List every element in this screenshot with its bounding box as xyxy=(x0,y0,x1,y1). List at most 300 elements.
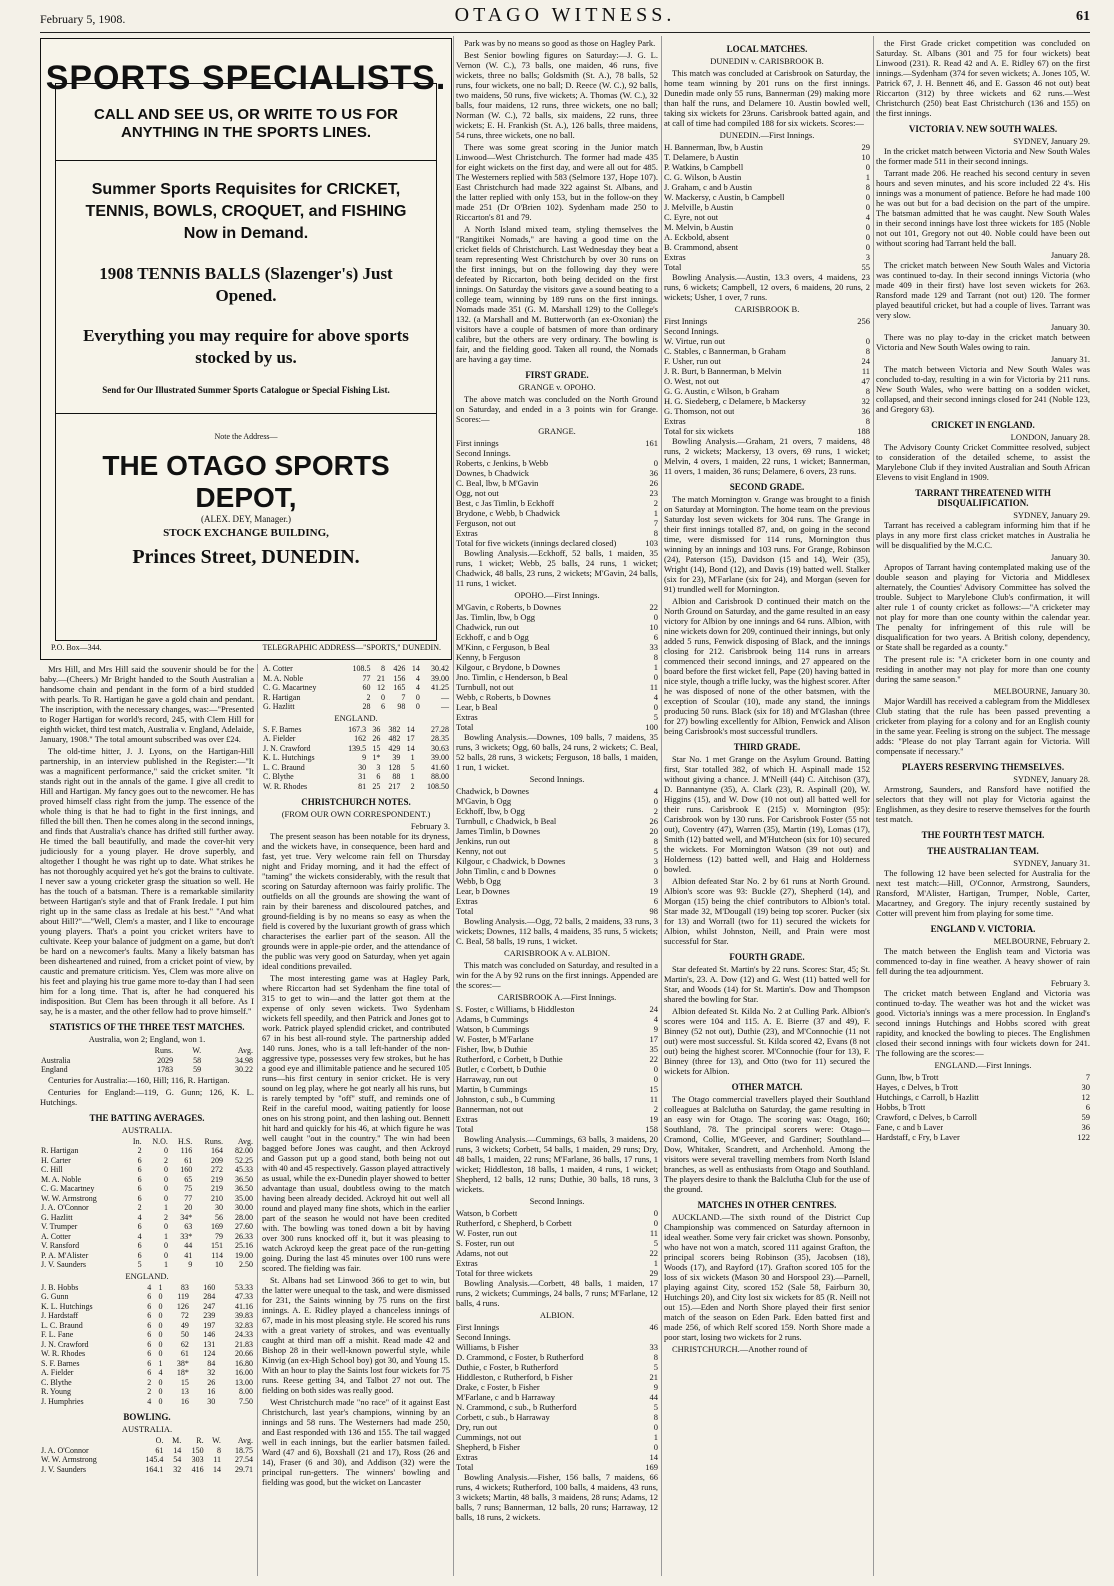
score-line: Total 98 xyxy=(456,906,658,916)
score-line: Cummings, not out 1 xyxy=(456,1432,658,1442)
table-row xyxy=(40,1194,254,1204)
score-line: Total for three wickets 29 xyxy=(456,1268,658,1278)
table-cell: W. xyxy=(192,1046,202,1055)
score-line: Rutherford, c Shepherd, b Corbett 0 xyxy=(456,1218,658,1228)
score-line: Extras 19 xyxy=(456,1114,658,1124)
table-cell: 59 xyxy=(193,1065,202,1074)
paragraph: This match was concluded at Carisbrook on Saturday, the home team winning by 201 runs on the first innings. Dunedin made only 55 runs, Bannerman (29) making more than half the runs, and Delamere 10. Austin bowled well, taking six wickets for 23runs. Carisbrook batted again, and at call of time had compiled 188 for six wickets. Scores:— xyxy=(664,68,870,128)
table-cell: Australia xyxy=(41,1055,71,1065)
table-row xyxy=(40,1056,254,1066)
table-cell: 39.00 xyxy=(431,673,449,683)
table-cell: 284 xyxy=(203,1292,216,1301)
score-line: Downes, b Chadwick 36 xyxy=(456,468,658,478)
heading: CHRISTCHURCH NOTES. xyxy=(301,797,411,807)
score-line: Eckhoff, c and b Ogg 6 xyxy=(456,632,658,642)
paragraph: The cricket match between England and Victoria was continued to-day. The weather was hot and the wicket was good. Victoria's innings was a mere procession. In England's second innings Hutchings and Hobbs scored with great rapidity, and knocked the bowling to pieces. The Englishmen closed their second innings with four wickets down for 241. The following are the scores:— xyxy=(876,988,1090,1058)
paragraph: The above match was concluded on the North Ground on Saturday, and ended in a 3 points win for Grange. Scores:— xyxy=(456,394,658,424)
table-cell: 5 xyxy=(137,1260,142,1269)
table-cell: 4 xyxy=(147,1396,152,1406)
table-cell: G. Hazlitt xyxy=(263,702,295,711)
table-cell: 128 xyxy=(388,762,401,772)
ad-summer: Summer Sports Requisites for CRICKET, TENNIS, BOWLS, CROQUET, and FISHING Now in Demand. xyxy=(85,181,407,242)
score-line: Jas. Timlin, lbw, b Ogg 0 xyxy=(456,612,658,622)
table-cell: 10 xyxy=(214,1260,223,1269)
table-cell: 12 xyxy=(377,683,386,692)
table-cell: 160 xyxy=(203,1282,216,1292)
score-line: T. Delamere, b Austin 10 xyxy=(664,152,870,162)
table-cell: 0 xyxy=(163,1165,168,1174)
table-cell: 47.33 xyxy=(235,1292,253,1301)
paragraph: This match was concluded on Saturday, and resulted in a win for the A by 92 runs on the first innings. Appended are the scores:— xyxy=(456,960,658,990)
ad-title: SPORTS SPECIALISTS. xyxy=(45,59,447,97)
table-cell: 108.50 xyxy=(427,781,449,791)
table-row xyxy=(262,693,450,703)
table-row xyxy=(262,734,450,744)
table-row xyxy=(40,1311,254,1321)
ad-depot-name: THE OTAGO SPORTS DEPOT, xyxy=(102,450,390,513)
table-cell: J. Hardstaff xyxy=(41,1311,79,1320)
table-row xyxy=(40,1368,254,1378)
dateline: SYDNEY, January 31. xyxy=(1013,858,1090,868)
page-number: 61 xyxy=(1076,9,1090,24)
table-cell: 25.16 xyxy=(235,1241,253,1250)
score-line: Webb, b Ogg 3 xyxy=(456,876,658,886)
score-line: B. Crammond, absent 0 xyxy=(664,242,870,252)
table-row xyxy=(262,664,450,674)
table-cell: 2 xyxy=(163,1155,168,1165)
table-cell: 2 xyxy=(410,781,415,791)
table-cell: 77 xyxy=(362,673,371,683)
score-line: Total 55 xyxy=(664,262,870,272)
table-cell: 17 xyxy=(406,734,415,743)
table-cell: 0 xyxy=(163,1184,168,1193)
score-line: Turnbull, not out 11 xyxy=(456,682,658,692)
score-line: C. G. Wilson, b Austin 1 xyxy=(664,172,870,182)
table-cell: 25 xyxy=(372,781,381,791)
table-cell: 30.00 xyxy=(235,1203,253,1212)
table-cell: 62 xyxy=(180,1339,189,1349)
column-rule xyxy=(661,36,662,1576)
table-cell: 165 xyxy=(393,683,406,692)
paragraph: There was some great scoring in the Junior match Linwood—West Christchurch. The former had made 435 for eight wickets on the first day, and were all out for 485. The Westerners replied with 583 (Selmore 137, Hope 107). East Christchurch had made 322 against St. Albans, and the latter replied with only 153, but in the follow-on they made 251 (Dr O'Brien 102). Sydenham made 250 to Riccarton's 81 and 79. xyxy=(456,142,658,222)
table-cell: 83 xyxy=(180,1282,189,1292)
heading: STATISTICS OF THE THREE TEST MATCHES. xyxy=(49,1022,245,1032)
scorecard xyxy=(664,142,870,272)
table-row xyxy=(40,1378,254,1388)
score-line: Kilgour, c Chadwick, b Downes 3 xyxy=(456,856,658,866)
table-cell: 0 xyxy=(163,1222,168,1231)
score-line: W. Foster, run out 11 xyxy=(456,1228,658,1238)
paragraph: The cricket match between New South Wales and Victoria was continued to-day. In their second innings Victoria (who made 409 in their first) have lost seven wickets for 263. Ransford made 129 and Tarrant (not out) 120. The former played beautiful cricket, but had a couple of lives. Tarrant was very slow. xyxy=(876,260,1090,320)
table-cell: 9 xyxy=(362,753,367,762)
table-cell: 26 xyxy=(207,1377,216,1387)
table-row xyxy=(40,1146,254,1156)
paragraph: Albion defeated Star No. 2 by 61 runs at North Ground. Albion's score was 93: Buckle (27), Shepherd (14), and Morgan (15) being the chief contributors to Albion's total. Star made 32, M'Dougall (19) being top scorer. Pucker (six for 13) and Worrall (two for 11) secured the wickets for Albion, whilst Johnston, Neill, and Prain were most successful for Star. xyxy=(664,876,870,946)
score-line: G. G. Austin, c Wilson, b Graham 8 xyxy=(664,386,870,396)
table-row xyxy=(262,674,450,684)
paragraph: Tarrant made 206. He reached his second century in seven hours and seven minutes, and his score included 22 4's. His innings was a monument of patience. Before he had made 100 he was out but for a bad decision on the part of the umpire. The batsman admitted that he was caught. New South Wales in their second innings have lost three wickets for 185 (Noble not out 101, Gregory not out 40. Noble could have been out without scoring had Tarrant held the ball. xyxy=(876,168,1090,248)
table-cell: 210 xyxy=(210,1193,223,1203)
table-cell: 41.60 xyxy=(431,762,449,772)
table-cell: 30 xyxy=(358,762,367,772)
table-row xyxy=(40,1387,254,1397)
table-cell: K. L. Hutchings xyxy=(263,753,315,762)
table-cell: 4 xyxy=(415,683,420,692)
table-row xyxy=(40,1165,254,1175)
table-cell: Avg. xyxy=(237,1436,253,1445)
score-line: P. Watkins, b Campbell 0 xyxy=(664,162,870,172)
score-line: A. Eckbold, absent 0 xyxy=(664,232,870,242)
column-rule xyxy=(873,36,874,1576)
score-line: F. Usher, run out 24 xyxy=(664,356,870,366)
score-line: Total for six wickets 188 xyxy=(664,426,870,436)
subheading: CARISBROOK A v. ALBION. xyxy=(504,948,610,958)
table-cell: 2 xyxy=(137,1203,142,1212)
table-row xyxy=(40,1203,254,1213)
table-cell: 2 xyxy=(147,1377,152,1387)
paragraph: Bowling Analysis.—Eckhoff, 52 balls, 1 maiden, 35 runs, 1 wicket; Webb, 25 balls, 24 runs, 1 wicket; Chadwick, 48 balls, 23 runs, 2 wickets; M'Gavin, 24 balls, 11 runs, 1 wicket. xyxy=(456,548,658,588)
table-cell: 197 xyxy=(203,1320,216,1330)
table-cell: M. A. Noble xyxy=(41,1174,81,1184)
table-cell: 0 xyxy=(158,1377,163,1387)
dateline: LONDON, January 28. xyxy=(1010,432,1090,442)
column-2 xyxy=(262,664,450,1579)
score-line: Extras 6 xyxy=(456,896,658,906)
table-row xyxy=(40,1302,254,1312)
table-cell: L. C. Braund xyxy=(41,1320,83,1330)
dateline: SYDNEY, January 28. xyxy=(1013,774,1090,784)
score-line: H. G. Siedeberg, c Delamere, b Mackersy 32 xyxy=(664,396,870,406)
table-row xyxy=(40,1213,254,1223)
paragraph: Mrs Hill, and Mrs Hill said the souvenir should be for the baby.—(Cheers.) Mr Bright handed to the South Australian a handsome chain and pendant in the form of a bird studded with pearls. To R. Hartigan he gave a gold chain and pendant. The inscription, with the necessary changes, was:—"Presented to Roger Hartigan for world's record, 245, with Clem Hill for eighth wicket, third test match, Australia v. England, Adelaide, January, 1908." The total amount subscribed was over £24. xyxy=(40,664,254,744)
table-cell: 26 xyxy=(372,734,381,743)
score-line: Kenny, not out 5 xyxy=(456,846,658,856)
table-row xyxy=(40,1222,254,1232)
paragraph: CHRISTCHURCH.—Another round of xyxy=(672,1344,808,1354)
table-cell: 2 xyxy=(137,1146,142,1155)
heading: THE BATTING AVERAGES. xyxy=(89,1112,205,1123)
table-cell: 44 xyxy=(184,1241,193,1250)
table-cell: 0 xyxy=(163,1174,168,1184)
score-line: Chadwick, run out 10 xyxy=(456,622,658,632)
dateline: February 3. xyxy=(410,821,450,831)
table-cell: 2029 xyxy=(157,1055,174,1065)
table-cell: 0 xyxy=(415,692,420,702)
paragraph: Bowling Analysis.—Graham, 21 overs, 7 maidens, 48 runs, 2 wickets; Mackersy, 13 overs, 69 runs, 1 wicket; Melvin, 4 overs, 1 maiden, 22 runs, 1 wicket; Bannerman, 11 overs, 1 maiden, 36 runs; Delamere, 6 overs, 23 runs. xyxy=(664,436,870,476)
table-cell: 18* xyxy=(176,1368,189,1377)
scorecard xyxy=(876,1072,1090,1142)
dateline: SYDNEY, January 29. xyxy=(1013,510,1090,520)
table-cell: 29.71 xyxy=(235,1464,253,1474)
paragraph: In the cricket match between Victoria and New South Wales the former made 511 in their second innings. xyxy=(876,146,1090,166)
subheading: CARISBROOK B. xyxy=(734,304,800,314)
score-line: Ferguson, not out 7 xyxy=(456,518,658,528)
table-row xyxy=(262,753,450,763)
test-stats-table xyxy=(40,1046,254,1075)
score-line: James Timlin, b Downes 20 xyxy=(456,826,658,836)
table-cell: 8 xyxy=(381,664,386,673)
table-row xyxy=(40,1455,254,1465)
table-cell: 2 xyxy=(366,692,371,702)
score-line: Total 158 xyxy=(456,1124,658,1134)
table-cell: 72 xyxy=(180,1311,189,1320)
table-cell: R. Young xyxy=(41,1387,72,1396)
table-cell: 2 xyxy=(163,1212,168,1222)
score-line: First Innings 46 xyxy=(456,1322,658,1332)
table-cell: 139.5 xyxy=(348,743,367,753)
paragraph: The present season has been notable for its dryness, and the wickets have, in consequence, been hard and fast, yet true. Very welcome rain fell on Thursday night and Friday morning, and it had the effect of "taming" the wickets considerably, with the result that scoring on Saturday afternoon was fairly prolific. The outfields on all the grounds are showing the want of rain by their bareness and discoloured patches, and ground-fielding is by no means so easy as when the field is covered by the luxuriant growth of grass which characterises the earlier part of the season. All the grounds were in apple-pie order, and the attendance of the public was very good on Saturday, when yet again ideal conditions prevailed. xyxy=(262,831,450,971)
table-cell: 0 xyxy=(158,1396,163,1406)
paragraph: Armstrong, Saunders, and Ransford have notified the selectors that they will not play for Victoria against the Englishmen, as they desire to reserve themselves for the fourth test match. xyxy=(876,784,1090,824)
dateline: SYDNEY, January 29. xyxy=(1013,136,1090,146)
table-cell: C. Hill xyxy=(41,1165,63,1174)
score-line: First innings 161 xyxy=(456,438,658,448)
score-line: C. Stables, c Bannerman, b Graham 8 xyxy=(664,346,870,356)
table-cell: N.O. xyxy=(152,1136,168,1146)
table-row xyxy=(40,1241,254,1251)
subheading: CARISBROOK A.—First Innings. xyxy=(497,992,617,1002)
table-cell: 126 xyxy=(176,1301,189,1311)
table-cell: 1 xyxy=(163,1231,168,1241)
table-cell: 41.16 xyxy=(235,1301,253,1311)
table-cell: 6 xyxy=(147,1320,152,1330)
heading: ENGLAND V. VICTORIA. xyxy=(930,924,1036,934)
table-row xyxy=(40,1446,254,1456)
table-cell: 167.3 xyxy=(348,724,367,734)
table-row xyxy=(40,1283,254,1293)
table-cell: 4 xyxy=(158,1368,163,1377)
score-line: D. Crammond, c Foster, b Rutherford 8 xyxy=(456,1352,658,1362)
divider xyxy=(56,160,436,161)
table-cell: W. R. Rhodes xyxy=(263,781,308,791)
table-cell: 0 xyxy=(163,1193,168,1203)
table-cell: C. G. Macartney xyxy=(263,683,317,692)
paragraph: The old-time hitter, J. J. Lyons, on the Hartigan-Hill partnership, in an interview published in the Register:—"It was a magnificent performance," said the cricket smiter. "It stands right out in the annals of the game. I give all credit to Hill and Hartigan. My fancy goes out to the newcomer. He has proved himself class right from the jump. The essence of the whole thing is that he had to fight in the first innings, and filled the bill then. Then he comes along in the second innings, and finds that Australia's chance has drifted still further away. He timed the ball beautifully, and made the cover-hit very judiciously for a young player. He drove superbly, and altogether I thought he was right up to date. What strikes he has not thoroughly acquired yet he's got the brains to cultivate. I never saw a young cricketer grasp the situation so well. He has the touch of a batsman. There is a remarkable similarity between Hartigan's style and that of Frank Iredale. I put him right up in the same class as Iredale at his best." "And what about Hill?"—"Well, Clem's a master, and I like to encourage young players. That's a point you cricket writers have to cultivate. Keep your balance of judgment on a game, but don't be hard on a newcomer's faults. Many a likely batsman has been disheartened and ruined, from a cricket point of view, by caustic and premature criticism. Yes, Clem was more alive on his feet and playing his true game more to-day than I had seen him for a long time. That is, after he had conquered his indisposition. But Clem has been through it all before. As I say, he is a master, and the other fellow had to prove himself." xyxy=(40,746,254,1016)
table-cell: 6 xyxy=(147,1358,152,1368)
paragraph: West Christchurch made "no race" of it against East Christchurch, last year's champions, winning by an innings and 58 runs. The Westerners had made 250, and East responded with 136 and 155. The tail wagged well in each innings, but the earlier batsmen failed. Ward (47 and 6), Boxshall (21 and 17), Ross (26 and 14), Fraser (6 and 30), and Addison (32) were the principal run-getters. The winners' bowling and fielding was good, but the wicket on Lancaster xyxy=(262,1397,450,1487)
ad-everything: Everything you may require for above sports stocked by us. xyxy=(83,326,409,367)
subheading: ENGLAND. xyxy=(125,1270,169,1281)
score-line: Roberts, c Jenkins, b Webb 0 xyxy=(456,458,658,468)
table-cell: 36.50 xyxy=(235,1174,253,1184)
table-cell: 1 xyxy=(158,1282,163,1292)
table-cell: 1783 xyxy=(157,1065,174,1074)
table-row xyxy=(40,1046,254,1056)
table-row xyxy=(40,1065,254,1075)
table-cell: 18.75 xyxy=(235,1445,253,1455)
table-cell: M. xyxy=(172,1436,182,1445)
eng-bowling-table xyxy=(262,725,450,792)
table-cell: W. W. Armstrong xyxy=(41,1193,97,1203)
score-line: Fisher, lbw, b Duthie 35 xyxy=(456,1044,658,1054)
paragraph: The Otago commercial travellers played their Southland colleagues at Balclutha on Saturday, the game resulting in an easy win for Otago. The scoring was: Otago, 160; Southland, 78. The principal scorers were: Otago—Cramond, Collie, M'Geever, and Gardiner; Southland—Dow, Whitaker, Scandrett, and Archenhold. Among the visitors were several travelling members from North Island branches, as well as enthusiasts from Otago and Southland. The players desire to thank the Balclutha Club for the use of the ground. xyxy=(664,1094,870,1194)
table-cell: 247 xyxy=(203,1301,216,1311)
table-row xyxy=(40,1260,254,1270)
subheading: Second Innings. xyxy=(529,1196,585,1206)
table-cell: 52.25 xyxy=(235,1155,253,1165)
table-cell: 219 xyxy=(210,1184,223,1193)
table-cell: 0 xyxy=(158,1301,163,1311)
score-line: Best, c Jas Timlin, b Eckhoff 2 xyxy=(456,498,658,508)
ad-footer xyxy=(51,643,441,653)
table-cell: W. xyxy=(212,1436,221,1445)
column-rule xyxy=(453,36,454,1576)
divider xyxy=(56,413,436,414)
table-cell: 77 xyxy=(184,1193,193,1203)
table-cell: 21.83 xyxy=(235,1339,253,1349)
table-cell: 82.00 xyxy=(235,1146,253,1155)
table-cell: 32.83 xyxy=(235,1320,253,1330)
paragraph: Major Wardill has received a cablegram from the Middlesex Club stating that the rule has been passed preventing a cricketer from playing for a colony and for an English county in the same year. Feeling is strong on the subject. The message adds: "Please do not play Tarrant again for Victoria. Will compensate if necessary." xyxy=(876,696,1090,756)
table-cell: 6 xyxy=(137,1165,142,1174)
paragraph: Albion and Carisbrook D continued their match on the North Ground on Saturday, and the game resulted in an easy victory for Albion by one innings and 64 runs. Albion, with nine wickets down for 209, continued their innings, but only added 5 runs, Fenwick disposing of Black, and the innings closing for 212. Carisbrook being 114 runs in arrears commenced their second innings, and 27 appeared on the board before the first wicket fell, Pape (20) having batted in nice style, though a trifle lucky, was the highest scorer. After he was disposed of none of the other batsmen, with the exception of Scoular (10), made any stand, the innings producing 50 runs. Black (six for 18) and M'Glashan (three for 27) bowling excellently for Albion, Fenwick and Alison being Carisbrook's most successful trundlers. xyxy=(664,596,870,736)
ad-inner-box xyxy=(55,83,437,641)
table-cell: 65 xyxy=(184,1174,193,1184)
score-line: Eckhoff, lbw, b Ogg 2 xyxy=(456,806,658,816)
score-line: Webb, c Roberts, b Downes 4 xyxy=(456,692,658,702)
table-cell: 36.50 xyxy=(235,1184,253,1193)
table-row xyxy=(262,683,450,693)
table-cell: 14 xyxy=(173,1445,182,1455)
heading: THE FOURTH TEST MATCH. xyxy=(921,830,1045,840)
issue-date: February 5, 1908. xyxy=(40,12,126,26)
table-cell: A. Fielder xyxy=(263,734,296,743)
table-cell: 0 xyxy=(158,1292,163,1301)
score-line: Jenkins, run out 8 xyxy=(456,836,658,846)
table-cell: 0 xyxy=(415,702,420,711)
table-cell: 303 xyxy=(191,1455,204,1464)
scorecard xyxy=(456,438,658,548)
table-cell: 7 xyxy=(401,692,406,702)
scorecard xyxy=(456,1322,658,1472)
dateline: January 31. xyxy=(1050,354,1090,364)
table-row xyxy=(40,1465,254,1475)
table-cell: 1 xyxy=(163,1260,168,1269)
table-cell: 0 xyxy=(381,692,386,702)
table-cell: 34* xyxy=(180,1212,193,1222)
table-cell: 28.35 xyxy=(431,734,449,743)
subheading: ENGLAND. xyxy=(334,712,378,723)
subheading: DUNEDIN.—First Innings. xyxy=(719,130,815,140)
table-cell: 79 xyxy=(214,1231,223,1241)
table-cell: 63 xyxy=(184,1222,193,1231)
score-line: M'Kinn, c Ferguson, b Beal 33 xyxy=(456,642,658,652)
paragraph: The match between the English team and Victoria was commenced to-day in fine weather. A heavy shower of rain fell during the tea adjournment. xyxy=(876,946,1090,976)
table-cell: 156 xyxy=(393,673,406,683)
score-line: Jno. Timlin, c Henderson, b Beal 0 xyxy=(456,672,658,682)
table-cell: R. Hartigan xyxy=(41,1146,79,1155)
table-cell: 33* xyxy=(180,1231,193,1241)
ad-catalogue: Send for Our Illustrated Summer Sports Catalogue or Special Fishing List. xyxy=(102,385,390,395)
score-line: First Innings 256 xyxy=(664,316,870,326)
table-cell: 54 xyxy=(173,1455,182,1464)
score-line: Gunn, lbw, b Trott 7 xyxy=(876,1072,1090,1082)
table-cell: 2 xyxy=(147,1387,152,1396)
table-cell: 19.00 xyxy=(235,1250,253,1260)
column-rule xyxy=(257,664,258,1576)
ad-building: STOCK EXCHANGE BUILDING, xyxy=(163,527,329,539)
table-cell: 27.54 xyxy=(235,1455,253,1464)
table-cell: 5 xyxy=(410,762,415,772)
subheading: GRANGE v. OPOHO. xyxy=(518,382,596,392)
table-cell: 6 xyxy=(147,1301,152,1311)
table-cell: C. G. Macartney xyxy=(41,1184,95,1193)
table-cell: Runs. xyxy=(204,1136,223,1146)
heading: LOCAL MATCHES. xyxy=(726,44,808,54)
table-cell: 6 xyxy=(147,1349,152,1358)
table-cell: 34.98 xyxy=(235,1055,253,1065)
paragraph: Apropos of Tarrant having contemplated making use of the double season and playing for Victoria and Middlesex alternately, the Counties' Advisory Committee has solved the trouble. Subject to Marylebone Club's confirmation, it will alter rule 1 of county cricket as follows:—"A cricketer may not play for more than one county within the calendar year. The penalty for infringement of this rule will be disqualification for two years. A British colony, dependency, or State shall be regarded as a county." xyxy=(876,562,1090,652)
column-1 xyxy=(40,664,254,1579)
table-row xyxy=(40,1330,254,1340)
table-cell: 272 xyxy=(210,1165,223,1174)
aus-batting-table xyxy=(40,1137,254,1270)
table-row xyxy=(40,1397,254,1407)
score-line: Martin, b Cummings 15 xyxy=(456,1084,658,1094)
table-cell: F. L. Fane xyxy=(41,1330,74,1339)
score-line: N. Crammond, c sub., b Rutherford 5 xyxy=(456,1402,658,1412)
score-line: M'Gavin, c Roberts, b Downes 22 xyxy=(456,602,658,612)
table-cell: 49 xyxy=(180,1320,189,1330)
paragraph: Bowling Analysis.—Austin, 13.3 overs, 4 maidens, 23 runs, 6 wickets; Campbell, 12 overs, 6 maidens, 20 runs, 2 wickets; Usher, 1 over, 7 runs. xyxy=(664,272,870,302)
table-cell: 1 xyxy=(158,1358,163,1368)
score-line: Extras 14 xyxy=(456,1452,658,1462)
table-cell: 6 xyxy=(137,1174,142,1184)
score-line: Watson, b Corbett 0 xyxy=(456,1208,658,1218)
masthead xyxy=(40,4,1090,33)
paragraph: The match between Victoria and New South Wales was concluded to-day, resulting in a win for Victoria by 211 runs. New South Wales, who were batting on a sodden wicket, collapsed, and their second innings closed for 241 (Noble 123, and Gregory 63). xyxy=(876,364,1090,414)
sports-depot-advertisement xyxy=(40,38,452,660)
table-cell: 75 xyxy=(184,1184,193,1193)
heading: PLAYERS RESERVING THEMSELVES. xyxy=(901,762,1065,772)
score-line: Johnston, c sub., b Cumming 11 xyxy=(456,1094,658,1104)
table-cell: 429 xyxy=(388,743,401,753)
score-line: Drake, c Foster, b Fisher 9 xyxy=(456,1382,658,1392)
table-cell: O. xyxy=(155,1436,164,1445)
table-cell: 131 xyxy=(203,1339,216,1349)
table-cell: 38* xyxy=(176,1358,189,1368)
table-cell: 30 xyxy=(207,1396,216,1406)
table-cell: J. N. Crawford xyxy=(263,743,311,753)
table-cell: C. Blythe xyxy=(41,1377,72,1387)
subheading: Second Innings. xyxy=(529,774,585,784)
table-cell: 169 xyxy=(210,1222,223,1231)
subheading: ALBION. xyxy=(539,1310,575,1320)
table-cell: 0 xyxy=(163,1241,168,1250)
score-line: M. Melvin, b Austin 0 xyxy=(664,222,870,232)
scorecard xyxy=(664,316,870,436)
score-line: Hutchings, c Carroll, b Hazlitt 12 xyxy=(876,1092,1090,1102)
score-line: Extras 3 xyxy=(664,252,870,262)
scorecard xyxy=(456,1004,658,1134)
score-line: Second Innings. xyxy=(456,448,511,458)
table-cell: 39 xyxy=(392,753,401,762)
paragraph: The following 12 have been selected for Australia for the next test match:—Hill, O'Connor, Armstrong, Saunders, Ransford, M'Alister, Hartigan, Trumper, Noble, Carter, Macartney, and Gregory. The injury recently sustained by Cotter will prevent him from playing for some time. xyxy=(876,868,1090,918)
table-cell: 28 xyxy=(362,702,371,711)
table-cell: 6 xyxy=(147,1339,152,1349)
table-cell: 239 xyxy=(203,1311,216,1320)
score-line: Chadwick, b Downes 4 xyxy=(456,786,658,796)
table-cell: 28.00 xyxy=(235,1212,253,1222)
table-cell: 6 xyxy=(376,772,381,781)
aus-bowling-table xyxy=(40,1436,254,1474)
score-line: Shepherd, b Fisher 0 xyxy=(456,1442,658,1452)
table-cell: J. V. Saunders xyxy=(41,1464,87,1474)
table-cell: G. Hazlitt xyxy=(41,1212,73,1222)
table-cell: 39.83 xyxy=(235,1311,253,1320)
table-cell: 6 xyxy=(147,1330,152,1339)
table-cell: 50 xyxy=(180,1330,189,1339)
